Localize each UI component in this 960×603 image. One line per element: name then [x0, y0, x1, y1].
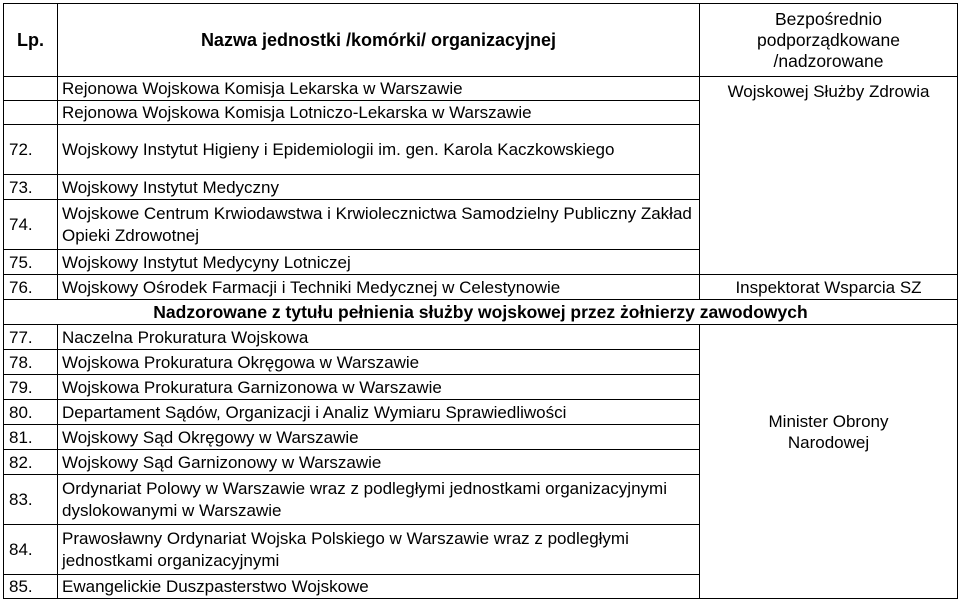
supervisor-wsz-label: Wojskowej Służby Zdrowia	[727, 82, 930, 101]
table-row	[4, 325, 958, 350]
row-num: 73.	[4, 175, 58, 200]
row-name: Wojskowa Prokuratura Okręgowa w Warszawie	[58, 350, 700, 375]
row-name: Ewangelickie Duszpasterstwo Wojskowe	[58, 575, 700, 599]
row-num: 83.	[4, 475, 58, 525]
table-row	[4, 77, 958, 101]
row-num: 85.	[4, 575, 58, 599]
row-name: Wojskowy Instytut Medyczny	[58, 175, 700, 200]
row-num	[4, 101, 58, 125]
row-num: 77.	[4, 325, 58, 350]
row-name: Wojskowy Ośrodek Farmacji i Techniki Medycznej w Celestynowie	[58, 275, 700, 300]
row-name: Wojskowa Prokuratura Garnizonowa w Warszawie	[58, 375, 700, 400]
row-name: Wojskowy Instytut Medycyny Lotniczej	[58, 250, 700, 275]
header-row	[4, 4, 958, 77]
supervisor-mon	[700, 325, 958, 599]
supervisor-wsz	[700, 77, 958, 275]
row-num: 74.	[4, 200, 58, 250]
row-name: Departament Sądów, Organizacji i Analiz Wymiaru Sprawiedliwości	[58, 400, 700, 425]
supervisor-mon-label: Minister Obrony Narodowej	[768, 412, 889, 452]
row-name: Naczelna Prokuratura Wojskowa	[58, 325, 700, 350]
row-num: 76.	[4, 275, 58, 300]
units-table	[3, 3, 958, 599]
row-name: Rejonowa Wojskowa Komisja Lotniczo-Lekarska w Warszawie	[58, 101, 700, 125]
row-num: 72.	[4, 125, 58, 175]
row-name: Wojskowe Centrum Krwiodawstwa i Krwiolecznictwa Samodzielny Publiczny Zakład Opieki Zdrowotnej	[58, 200, 700, 250]
row-num: 84.	[4, 525, 58, 575]
row-name: Prawosławny Ordynariat Wojska Polskiego w Warszawie wraz z podległymi jednostkami organizacyjnymi	[58, 525, 700, 575]
header-num: Lp.	[4, 4, 58, 77]
row-num: 79.	[4, 375, 58, 400]
row-name: Ordynariat Polowy w Warszawie wraz z podległymi jednostkami organizacyjnymi dyslokowanymi w Warszawie	[58, 475, 700, 525]
row-name: Rejonowa Wojskowa Komisja Lekarska w Warszawie	[58, 77, 700, 101]
supervisor-isz: Inspektorat Wsparcia SZ	[700, 275, 958, 300]
row-num: 82.	[4, 450, 58, 475]
row-num: 81.	[4, 425, 58, 450]
section-row	[4, 300, 958, 325]
row-num: 78.	[4, 350, 58, 375]
table-row	[4, 275, 958, 300]
header-supervisor: Bezpośrednio podporządkowane /nadzorowane	[700, 4, 958, 77]
row-name: Wojskowy Instytut Higieny i Epidemiologii im. gen. Karola Kaczkowskiego	[58, 125, 700, 175]
row-num	[4, 77, 58, 101]
section-title: Nadzorowane z tytułu pełnienia służby wojskowej przez żołnierzy zawodowych	[4, 300, 958, 325]
row-num: 80.	[4, 400, 58, 425]
header-name: Nazwa jednostki /komórki/ organizacyjnej	[58, 4, 700, 77]
row-name: Wojskowy Sąd Okręgowy w Warszawie	[58, 425, 700, 450]
row-num: 75.	[4, 250, 58, 275]
row-name: Wojskowy Sąd Garnizonowy w Warszawie	[58, 450, 700, 475]
